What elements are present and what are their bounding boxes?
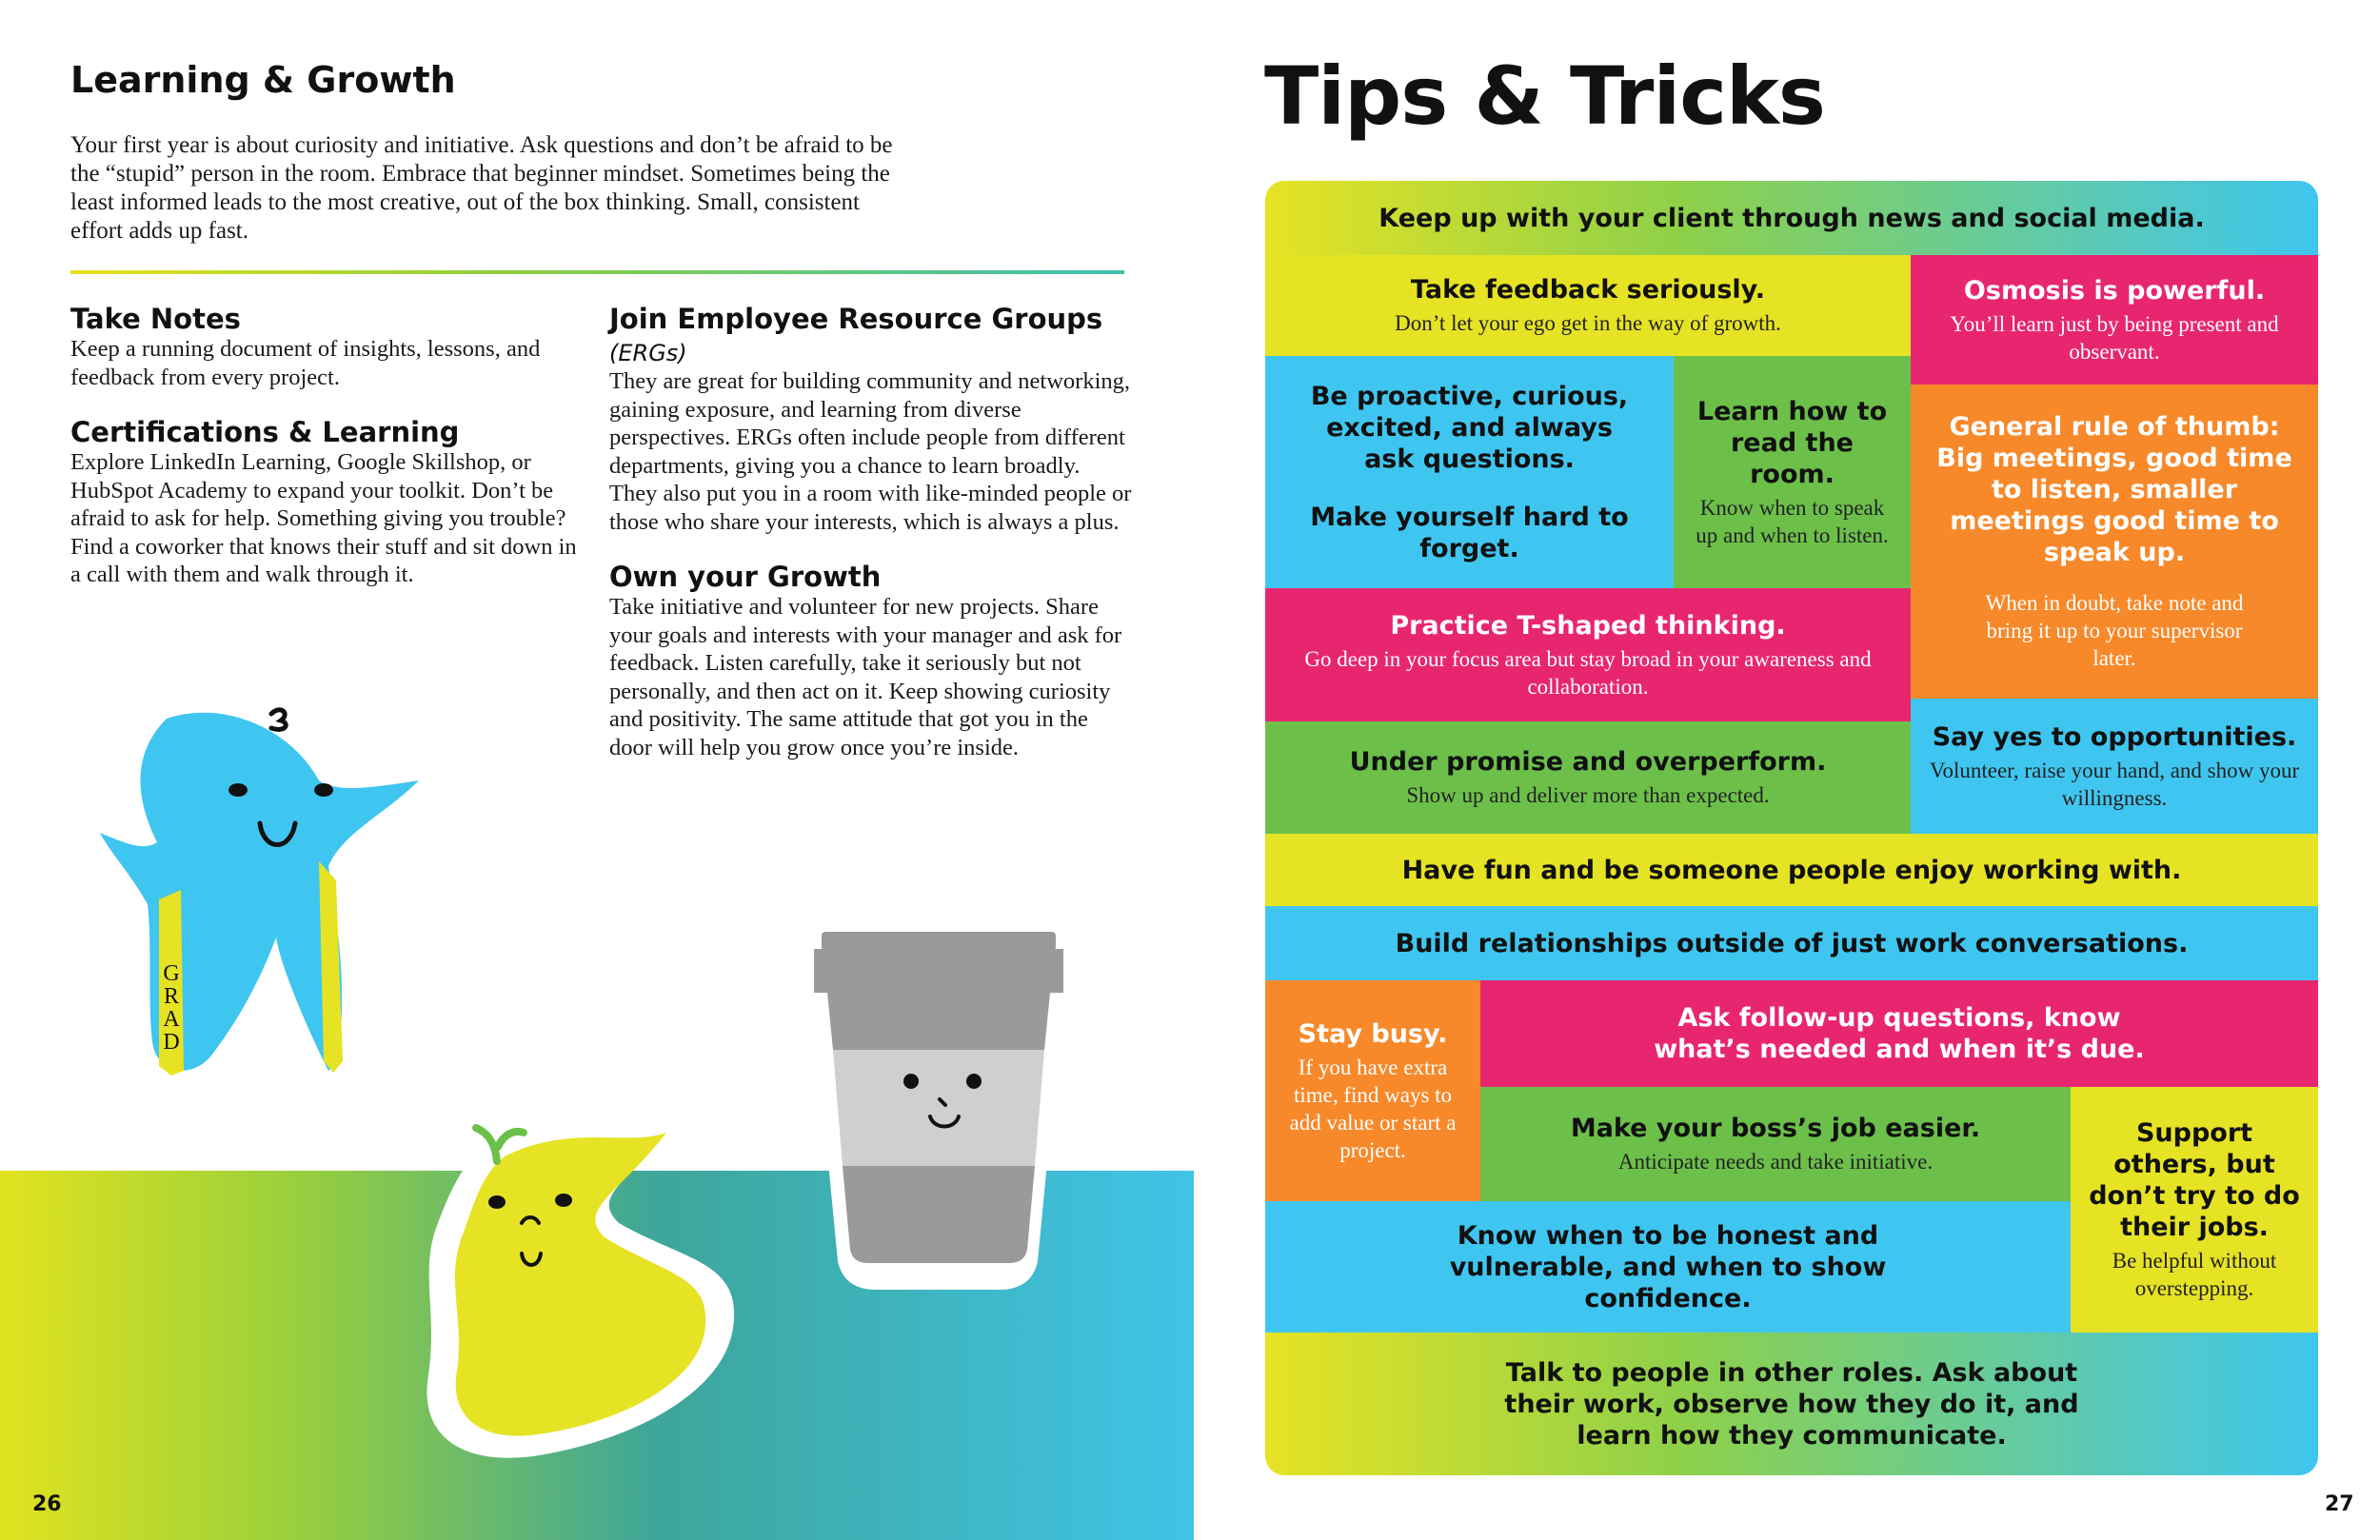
tip-heading: Stay busy.	[1298, 1018, 1448, 1049]
tip-have-fun	[1265, 834, 2318, 906]
tip-say-yes	[1911, 699, 2318, 834]
tip-honest	[1265, 1201, 2071, 1333]
divider-rule	[70, 270, 1124, 274]
tip-heading: Keep up with your client through news and social media.	[1378, 203, 2205, 233]
tip-description: Be helpful without overstepping.	[2112, 1249, 2277, 1300]
section-certifications	[70, 416, 585, 589]
tip-heading: Support others, but don’t try to do their jobs.	[2089, 1118, 2300, 1242]
tip-relationships	[1265, 906, 2318, 980]
left-column	[70, 303, 585, 614]
tip-heading: Have fun and be someone people enjoy working with.	[1401, 855, 2182, 885]
right-column	[609, 303, 1133, 786]
sash-letter: G	[163, 961, 180, 986]
tip-heading: Under promise and overperform.	[1349, 747, 1827, 777]
tip-read-room	[1674, 356, 1911, 588]
section-heading	[609, 303, 1133, 367]
tip-description: Anticipate needs and take initiative.	[1617, 1150, 1934, 1174]
graduate-character-illustration	[100, 700, 433, 1080]
page-title-tips-tricks: Tips & Tricks	[1264, 49, 1825, 143]
ergs-heading-suffix: (ERGs)	[609, 340, 687, 366]
page-number-left: 26	[32, 1492, 62, 1516]
tip-heading: Build relationships outside of just work conversations.	[1395, 928, 2189, 958]
section-heading: Take Notes	[70, 303, 241, 335]
tip-osmosis	[1911, 255, 2318, 385]
section-body: They are great for building community and networking, gaining exposure, and learning from diverse perspectives. ERGs often include people from different departments, giving you a chance to learn broadly. They also put you in a room with like-minded people or those who share your interests, which is always a plus.	[609, 368, 1132, 535]
tip-heading: Practice T-shaped thinking.	[1390, 610, 1786, 641]
tip-proactive	[1265, 356, 1674, 588]
tip-heading: Talk to people in other roles. Ask about their work, observe how they do it, and learn how they communicate.	[1504, 1357, 2079, 1451]
tip-heading: General rule of thumb: Big meetings, good time to listen, smaller meetings good time to speak up.	[1936, 412, 2292, 567]
sash-letter: R	[163, 984, 180, 1009]
tips-grid	[1265, 181, 2318, 1475]
ergs-heading-text: Join Employee Resource Groups	[609, 303, 1103, 335]
page-title-learning-growth: Learning & Growth	[70, 59, 456, 101]
tip-news	[1265, 181, 2318, 255]
tip-follow-up	[1480, 980, 2318, 1087]
tip-description: You’ll learn just by being present and observant.	[1950, 311, 2279, 364]
tip-heading: Ask follow-up questions, know what’s needed and when it’s due.	[1654, 1003, 2145, 1064]
tip-other-roles	[1265, 1333, 2318, 1475]
tip-heading: Say yes to opportunities.	[1932, 721, 2297, 752]
tip-heading: Know when to be honest and vulnerable, and when to show confidence.	[1449, 1220, 1887, 1313]
tip-rule-of-thumb	[1911, 385, 2318, 699]
section-own-growth	[609, 561, 1133, 761]
grad-sash-letters	[163, 961, 180, 1055]
tip-support-others	[2071, 1087, 2318, 1333]
section-heading: Own your Growth	[609, 561, 882, 593]
section-take-notes	[70, 303, 585, 391]
tip-feedback	[1265, 255, 1911, 356]
tip-heading: Be proactive, curious, excited, and always ask questions.	[1310, 381, 1629, 474]
tip-description: Show up and deliver more than expected.	[1406, 783, 1770, 807]
tip-heading: Osmosis is powerful.	[1963, 275, 2266, 306]
tip-heading: Make your boss’s job easier.	[1570, 1114, 1981, 1143]
sash-letter: A	[163, 1007, 180, 1032]
tip-t-shaped	[1265, 588, 1911, 721]
tip-boss-job	[1480, 1087, 2071, 1201]
section-body: Keep a running document of insights, lessons, and feedback from every project.	[70, 336, 541, 390]
coffee-cup-character-illustration	[804, 909, 1090, 1290]
tip-description: Volunteer, raise your hand, and show your willingness.	[1929, 758, 2300, 810]
tip-description: Don’t let your ego get in the way of growth.	[1395, 311, 1781, 335]
tip-description: Go deep in your focus area but stay broad in your awareness and collaboration.	[1304, 646, 1872, 699]
page-number-right: 27	[2325, 1492, 2354, 1516]
tip-heading-secondary: Make yourself hard to forget.	[1310, 502, 1629, 563]
tip-heading: Learn how to read the room.	[1696, 396, 1888, 489]
section-ergs	[609, 303, 1133, 536]
tip-under-promise	[1265, 721, 1911, 834]
tip-stay-busy	[1265, 980, 1480, 1201]
sash-letter: D	[163, 1030, 180, 1055]
tip-description: Know when to speak up and when to listen.	[1696, 495, 1889, 547]
tip-description: If you have extra time, find ways to add value or start a project.	[1289, 1055, 1457, 1162]
sprout-character-illustration	[400, 1080, 781, 1461]
tip-description: When in doubt, take note and bring it up to your supervisor later.	[1985, 591, 2244, 670]
section-heading: Certifications & Learning	[70, 416, 460, 448]
section-body: Take initiative and volunteer for new projects. Share your goals and interests with your manager and ask for feedback. Listen carefully, take it seriously but not personally, and then act on it. Keep showing curiosity and positivity. The same attitude that got you in the door will help you grow once you’re inside.	[609, 594, 1122, 760]
intro-paragraph: Your first year is about curiosity and initiative. Ask questions and don’t be afraid to be the “stupid” person in the room. Embrace that beginner mindset. Sometimes being the least informed leads to the most creative, out of the box thinking. Small, consistent effort adds up fast.	[70, 132, 893, 244]
section-body: Explore LinkedIn Learning, Google Skillshop, or HubSpot Academy to expand your toolkit. Don’t be afraid to ask for help. Something giving you trouble? Find a coworker that knows their stuff and sit down in a call with them and walk through it.	[70, 449, 577, 587]
tip-heading: Take feedback seriously.	[1410, 275, 1766, 305]
